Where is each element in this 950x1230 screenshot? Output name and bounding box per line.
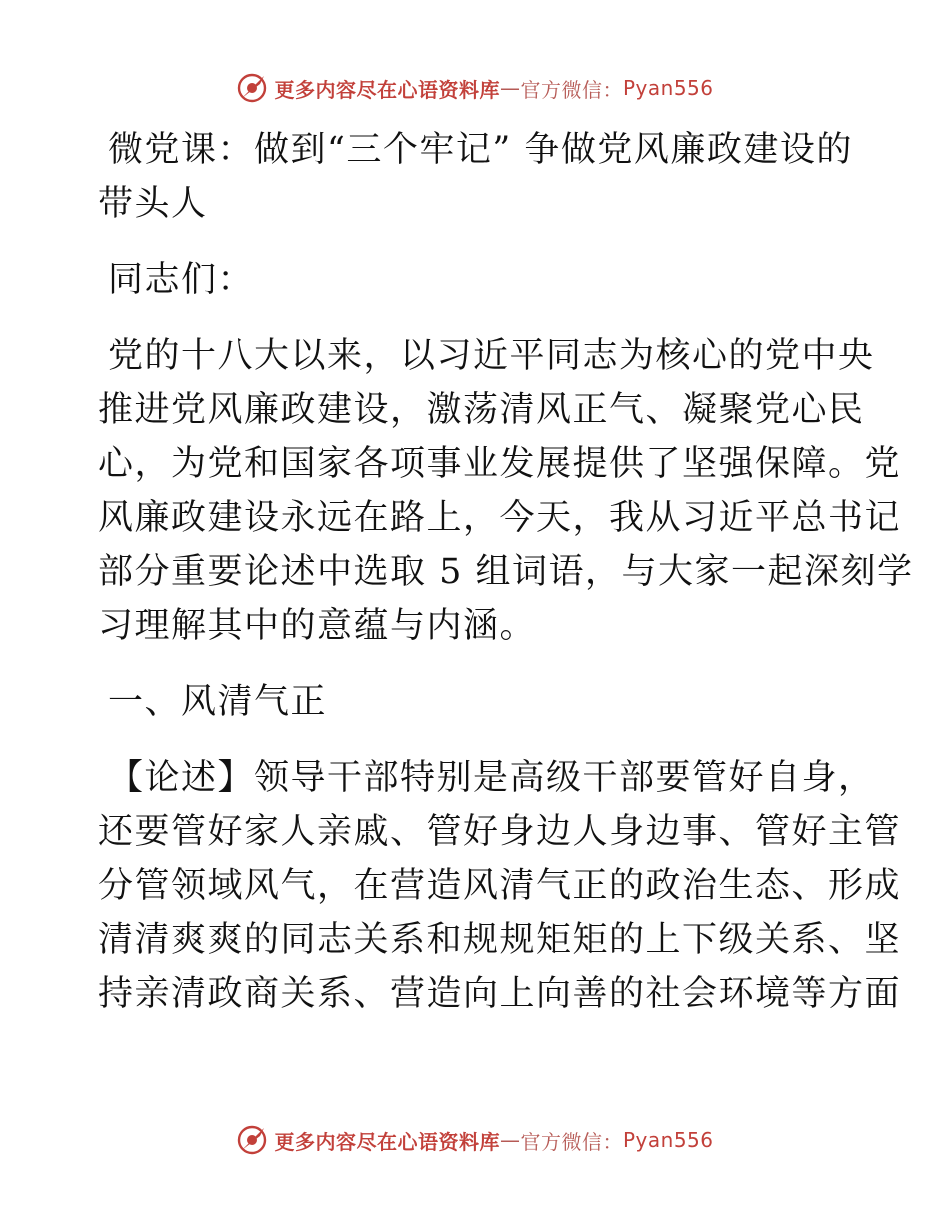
quill-logo-icon: [236, 72, 268, 104]
paragraph-line: 分管领域风气，在营造风清气正的政治生态、形成: [98, 866, 902, 906]
paragraph-line: 习理解其中的意蕴与内涵。: [98, 606, 537, 646]
document-title: [98, 123, 858, 231]
paragraph-line: 【论述】领导干部特别是高级干部要管好自身，: [108, 758, 875, 798]
header-watermark: [0, 68, 950, 108]
quill-logo-icon: [236, 1124, 268, 1156]
watermark-wechat-id: Pyan556: [622, 1128, 714, 1152]
document-body: [98, 123, 914, 1021]
watermark-text: 更多内容尽在心语资料库: [274, 77, 500, 102]
watermark-wechat-id: Pyan556: [622, 76, 714, 100]
paragraph-line: 党的十八大以来，以习近平同志为核心的党中央: [108, 336, 875, 376]
paragraph-line: 还要管好家人亲戚、管好身边人身边事、管好主管: [98, 812, 902, 852]
watermark-wechat-label: 官方微信：: [520, 77, 623, 102]
watermark-separator: —: [499, 76, 521, 100]
footer-watermark: [0, 1120, 950, 1160]
paragraph-line: 清清爽爽的同志关系和规规矩矩的上下级关系、坚: [98, 920, 902, 960]
watermark-separator: —: [499, 1128, 521, 1152]
paragraph-line: 持亲清政商关系、营造向上向善的社会环境等方面: [98, 974, 902, 1014]
salutation: 同志们：: [108, 260, 255, 300]
watermark-wechat-label: 官方微信：: [520, 1129, 623, 1154]
title-line: 带头人: [98, 184, 208, 224]
paragraph-line: 推进党风廉政建设，激荡清风正气、凝聚党心民: [98, 390, 865, 430]
paragraph-intro: [98, 329, 914, 653]
paragraph-section1: [98, 751, 902, 1021]
watermark-text: 更多内容尽在心语资料库: [274, 1129, 500, 1154]
paragraph-line: 风廉政建设永远在路上，今天，我从习近平总书记: [98, 498, 902, 538]
paragraph-line: 心，为党和国家各项事业发展提供了坚强保障。党: [98, 444, 902, 484]
title-line: 微党课：做到“三个牢记” 争做党风廉政建设的: [108, 130, 853, 170]
section-heading: 一、风清气正: [108, 682, 328, 722]
paragraph-line: 部分重要论述中选取 5 组词语，与大家一起深刻学: [98, 552, 914, 592]
